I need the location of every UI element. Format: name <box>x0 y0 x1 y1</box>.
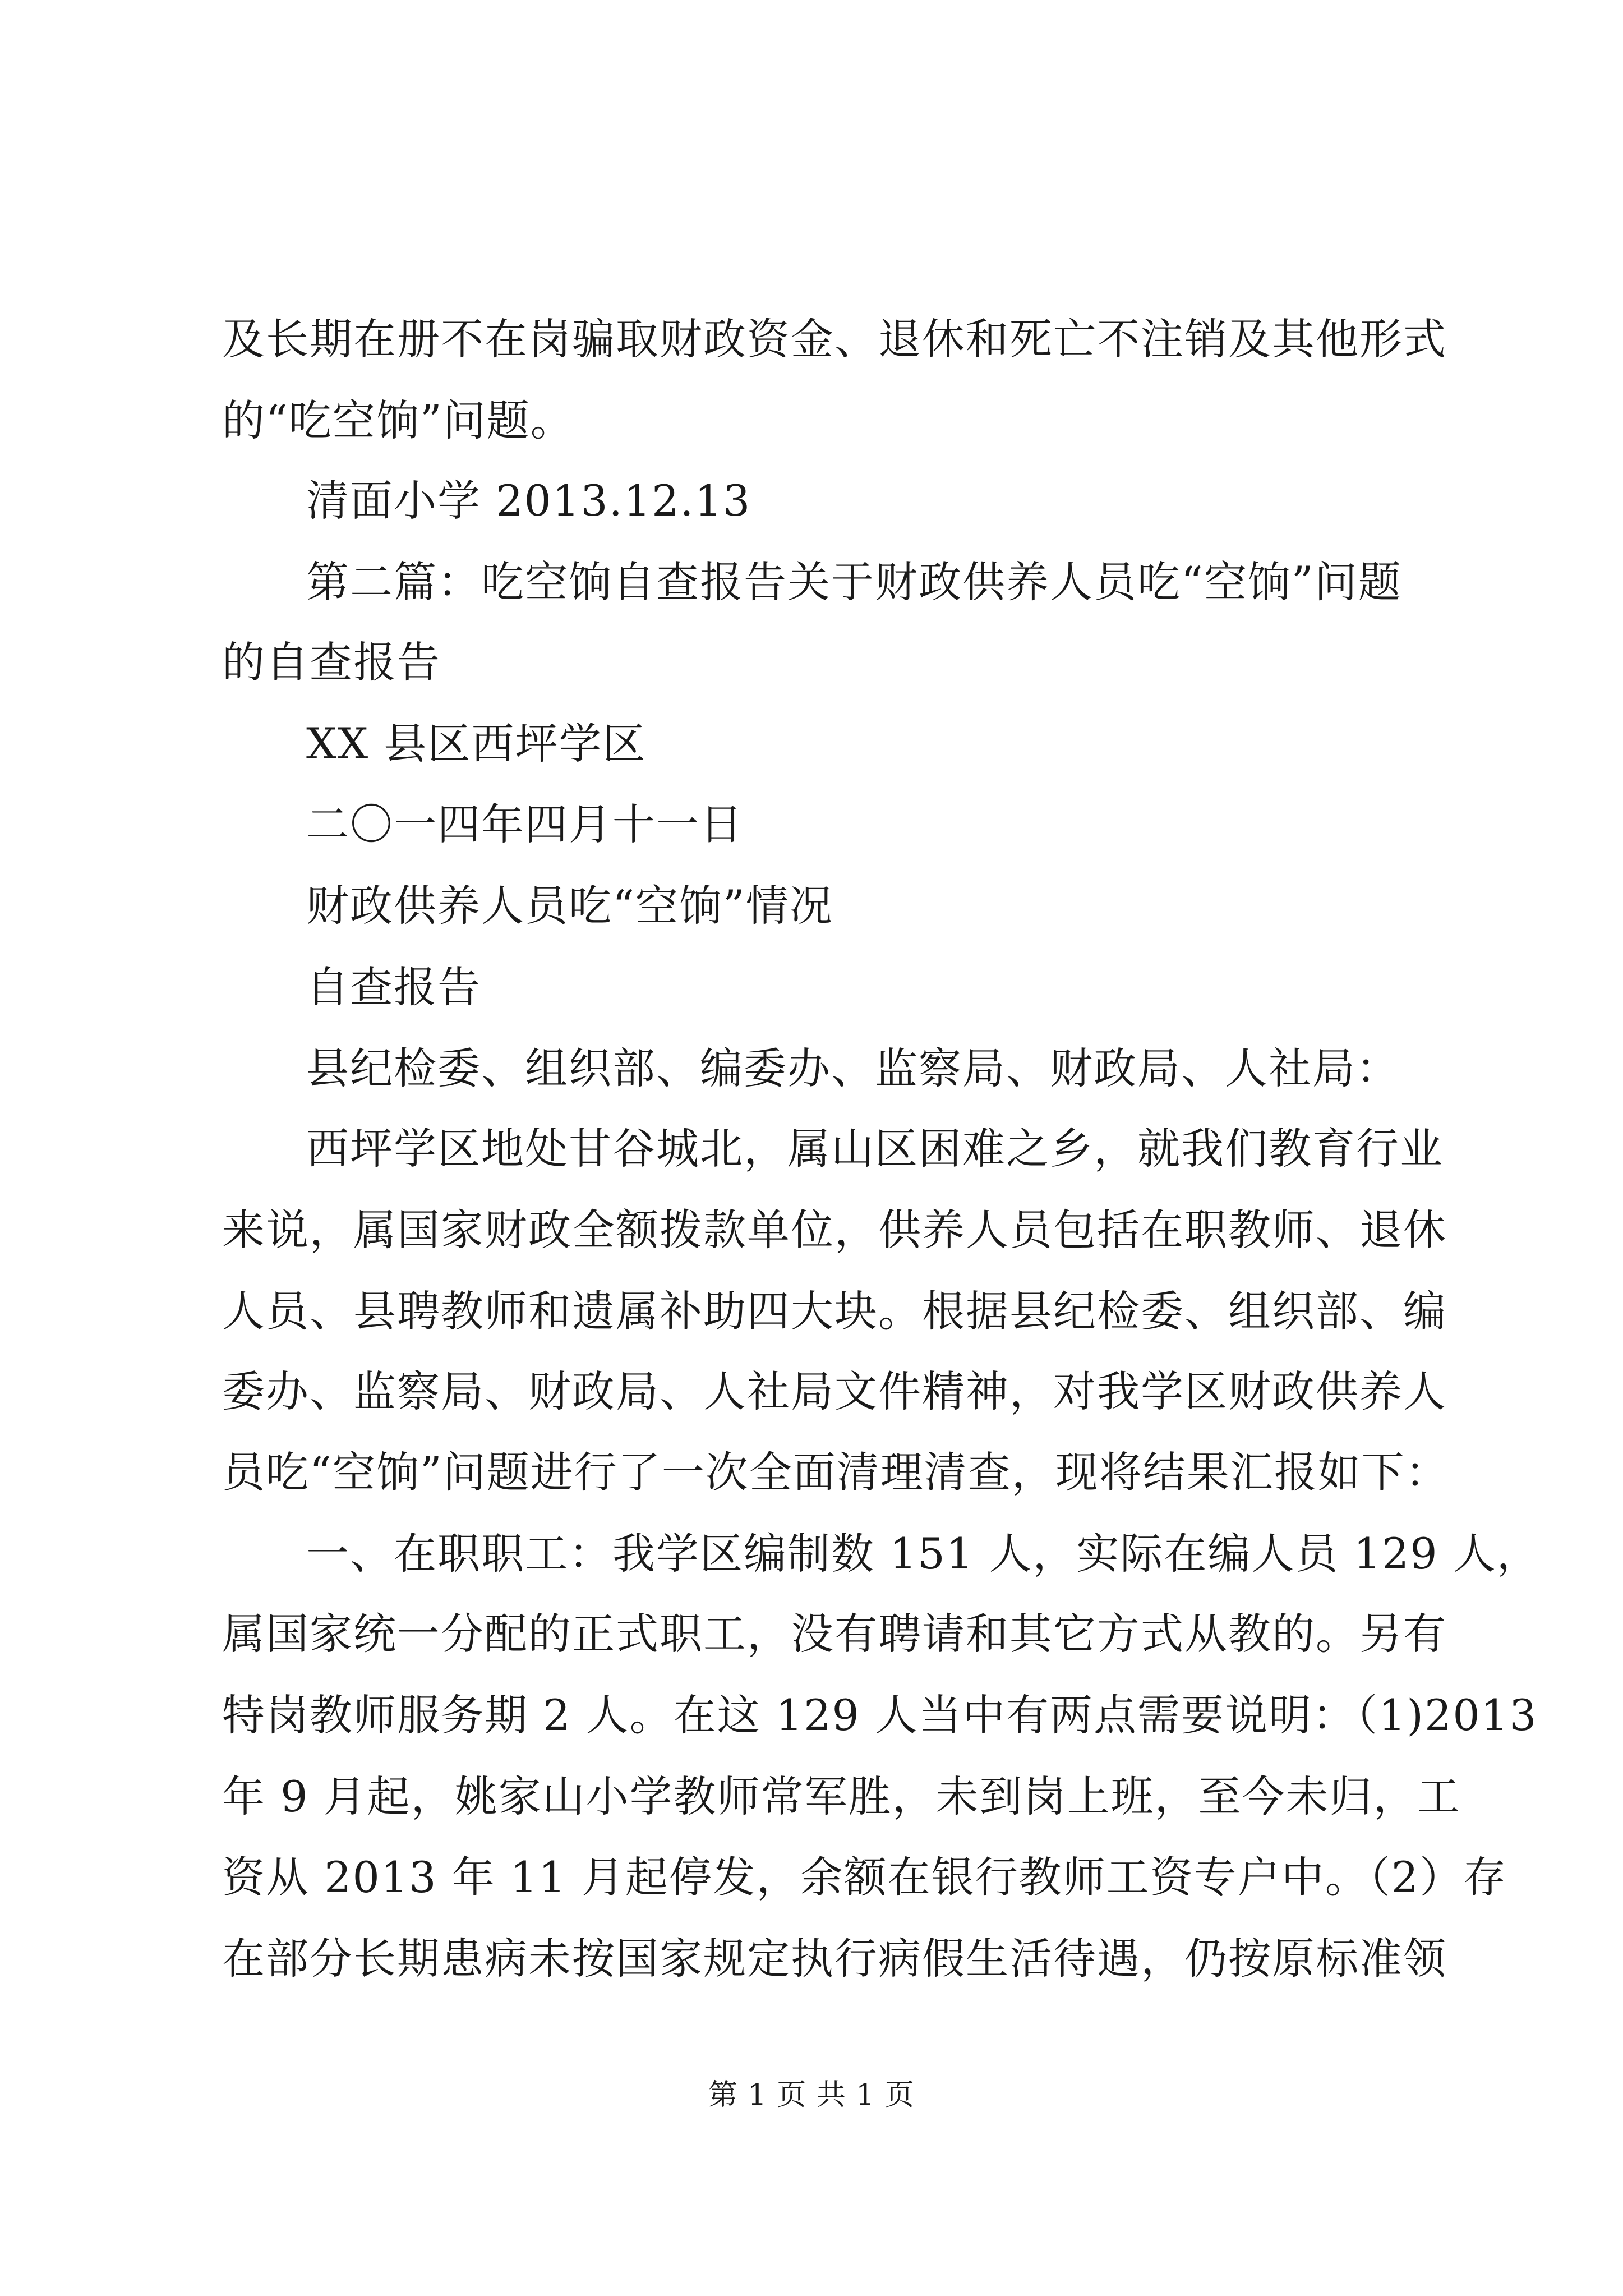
text-line: 第二篇：吃空饷自查报告关于财政供养人员吃“空饷”问题 <box>306 557 1402 607</box>
text-line: 属国家统一分配的正式职工，没有聘请和其它方式从教的。另有 <box>222 1609 1447 1659</box>
text-line: 清面小学 2013.12.13 <box>306 476 751 526</box>
text-line: 在部分长期患病未按国家规定执行病假生活待遇，仍按原标准领 <box>222 1934 1447 1984</box>
text-line: 委办、监察局、财政局、人社局文件精神，对我学区财政供养人 <box>222 1366 1447 1416</box>
text-line: 年 9 月起，姚家山小学教师常军胜，未到岗上班，至今未归，工 <box>222 1772 1461 1821</box>
text-line: 西坪学区地处甘谷城北，属山区困难之乡，就我们教育行业 <box>306 1124 1444 1174</box>
text-line: 自查报告 <box>306 962 481 1012</box>
text-line: 的“吃空饷”问题。 <box>222 395 574 445</box>
text-line: 人员、县聘教师和遗属补助四大块。根据县纪检委、组织部、编 <box>222 1286 1447 1336</box>
text-line: 县纪检委、组织部、编委办、监察局、财政局、人社局： <box>306 1043 1400 1093</box>
text-line: XX 县区西坪学区 <box>306 719 647 769</box>
text-line: 特岗教师服务期 2 人。在这 129 人当中有两点需要说明：（1)2013 <box>222 1690 1538 1740</box>
text-line: 二〇一四年四月十一日 <box>306 799 744 849</box>
text-line: 来说，属国家财政全额拨款单位，供养人员包括在职教师、退休 <box>222 1205 1447 1255</box>
text-line: 资从 2013 年 11 月起停发，余额在银行教师工资专户中。（2）存 <box>222 1852 1507 1902</box>
text-line: 财政供养人员吃“空饷”情况 <box>306 881 833 931</box>
text-line: 员吃“空饷”问题进行了一次全面清理清查，现将结果汇报如下： <box>222 1447 1449 1497</box>
text-line: 一、在职职工：我学区编制数 151 人，实际在编人员 129 人， <box>306 1529 1541 1579</box>
page-footer: 第 1 页 共 1 页 <box>708 2078 915 2112</box>
text-line: 及长期在册不在岗骗取财政资金、退休和死亡不注销及其他形式 <box>222 314 1447 364</box>
text-line: 的自查报告 <box>222 637 441 687</box>
